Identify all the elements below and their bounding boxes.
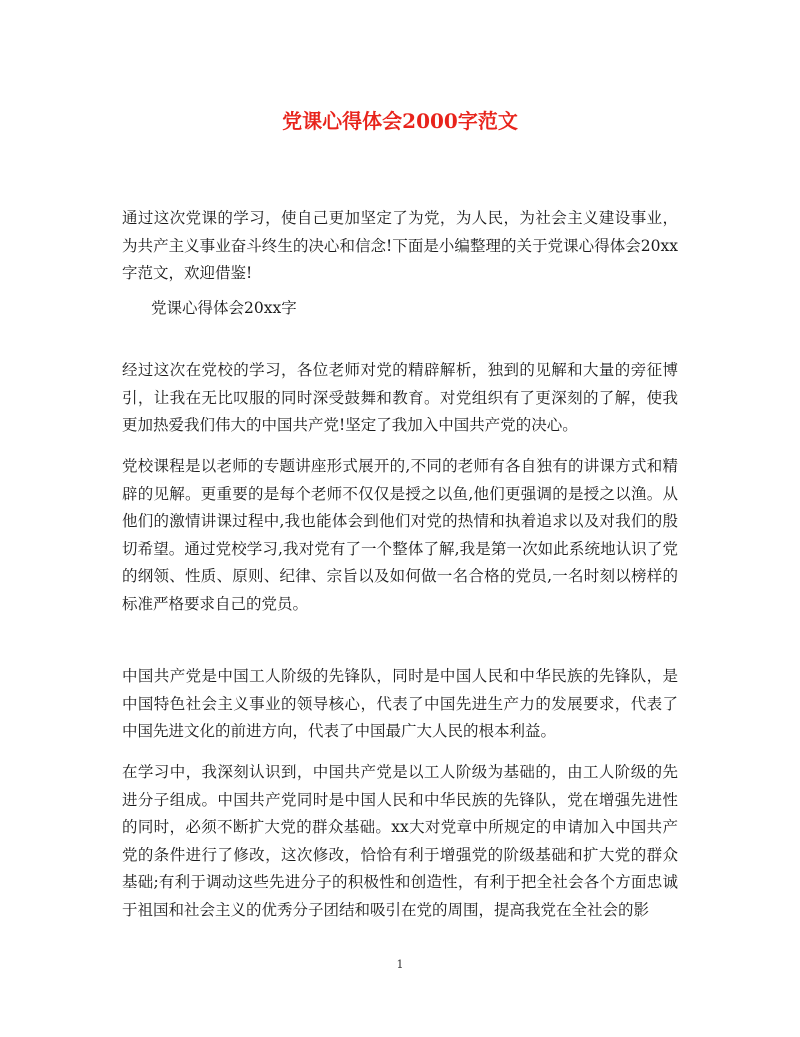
body-paragraph-3: 中国共产党是中国工人阶级的先锋队，同时是中国人民和中华民族的先锋队，是中国特色社会主义事业的领导核心，代表了中国先进生产力的发展要求，代表了中国先进文化的前进方向，代表了中国最广大人民的根本利益。: [122, 667, 678, 740]
intro-paragraph: 通过这次党课的学习，使自己更加坚定了为党，为人民，为社会主义建设事业，为共产主义事业奋斗终生的决心和信念!下面是小编整理的关于党课心得体会20xx字范文，欢迎借鉴!: [122, 209, 678, 282]
body-paragraph-2: 党校课程是以老师的专题讲座形式展开的,不同的老师有各自独有的讲课方式和精辟的见解。更重要的是每个老师不仅仅是授之以鱼,他们更强调的是授之以渔。从他们的激情讲课过程中,我也能体会到他们对党的热情和执着追求以及对我们的殷切希望。通过党校学习,我对党有了一个整体了解,我是第一次如此系统地认识了党的纲领、性质、原则、纪律、宗旨以及如何做一名合格的党员,一名时刻以榜样的标准严格要求自己的党员。: [122, 457, 678, 613]
section-subheading: 党课心得体会20xx字: [151, 299, 297, 317]
page-number: 1: [396, 958, 404, 971]
document-title: 党课心得体会2000字范文: [282, 109, 518, 133]
body-paragraph-4: 在学习中，我深刻认识到，中国共产党是以工人阶级为基础的，由工人阶级的先进分子组成。中国共产党同时是中国人民和中华民族的先锋队，党在增强先进性的同时，必须不断扩大党的群众基础。xx大对党章中所规定的申请加入中国共产党的条件进行了修改，这次修改，恰恰有利于增强党的阶级基础和扩大党的群众基础;有利于调动这些先进分子的积极性和创造性，有利于把全社会各个方面忠诚于祖国和社会主义的优秀分子团结和吸引在党的周围，提高我党在全社会的影: [122, 763, 678, 919]
body-paragraph-1: 经过这次在党校的学习，各位老师对党的精辟解析，独到的见解和大量的旁征博引，让我在无比叹服的同时深受鼓舞和教育。对党组织有了更深刻的了解，使我更加热爱我们伟大的中国共产党!坚定了我加入中国共产党的决心。: [122, 361, 678, 434]
